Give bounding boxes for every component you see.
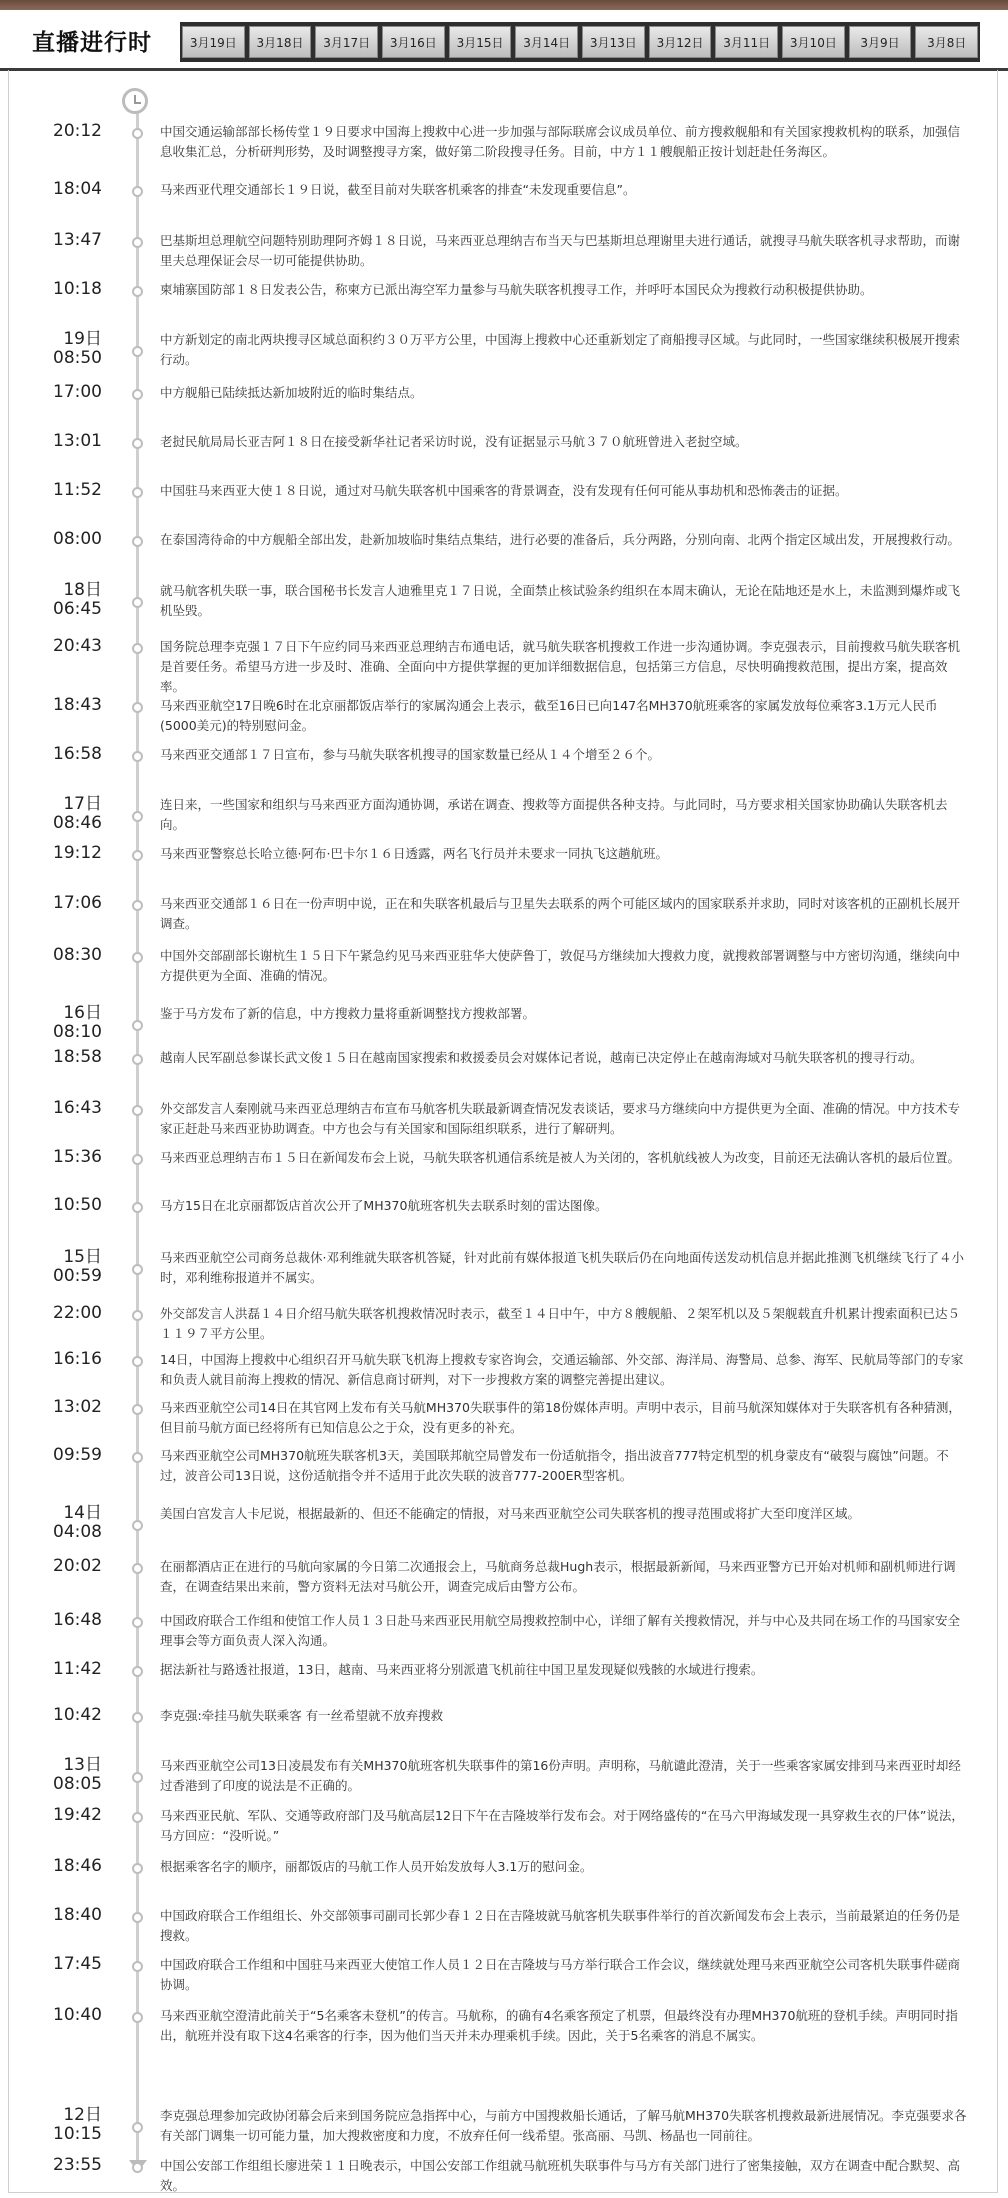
- date-tab-bar: [180, 22, 980, 62]
- entry-time: 09:59: [53, 1445, 102, 1465]
- date-tab[interactable]: 3月19日: [182, 26, 245, 58]
- entry-text: 连日来，一些国家和组织与马来西亚方面沟通协调，承诺在调查、搜救等方面提供各种支持。与此同时，马方要求相关国家协助确认失联客机去向。: [160, 797, 948, 832]
- date-tab[interactable]: 3月14日: [515, 26, 578, 58]
- entry-text: 国务院总理李克强１７日下午应约同马来西亚总理纳吉布通电话，就马航失联客机搜救工作进一步沟通协调。李克强表示，目前搜救马航失联客机是首要任务。希望马方进一步及时、准确、全面向中方提供掌握的更加详细数据信息，包括第三方信息，尽快明确搜救范围，提出方案，提高效率。: [160, 639, 961, 694]
- date-tab[interactable]: 3月17日: [315, 26, 378, 58]
- entry-text: 马来西亚民航、军队、交通等政府部门及马航高层12日下午在吉隆坡举行发布会。对于网络盛传的“在马六甲海域发现一具穿救生衣的尸体”说法，马方回应：“没听说。”: [160, 1808, 964, 1843]
- entry-time: 10:50: [53, 1195, 102, 1215]
- live-header: [0, 10, 1008, 71]
- timeline-dot-icon: [132, 1264, 143, 1275]
- entry-time: 22:00: [53, 1303, 102, 1323]
- date-tab[interactable]: 3月9日: [849, 26, 912, 58]
- timeline-dot-icon: [132, 389, 143, 400]
- entry-time: 20:43: [53, 636, 102, 656]
- timeline-dot-icon: [132, 850, 143, 861]
- timeline-dot-icon: [132, 811, 143, 822]
- entry-text: 马来西亚警察总长哈立德·阿布·巴卡尔１６日透露，两名飞行员并未要求一同执飞这趟航班。: [160, 846, 668, 861]
- timeline-axis: [136, 100, 139, 2172]
- entry-time: 11:42: [53, 1659, 102, 1679]
- timeline-dot-icon: [132, 237, 143, 248]
- entry-text: 马来西亚航空澄清此前关于“5名乘客未登机”的传言。马航称，的确有4名乘客预定了机票，但最终没有办理MH370航班的登机手续。声明同时指出，航班并没有取下这4名乘客的行李，因为他们当天并未办理乘机手续。因此，关于5名乘客的消息不属实。: [160, 2008, 958, 2043]
- entry-text: 就马航客机失联一事，联合国秘书长发言人迪雅里克１７日说，全面禁止核试验条约组织在本周末确认，无论在陆地还是水上，未监测到爆炸或飞机坠毁。: [160, 583, 961, 618]
- entry-time: 17:06: [53, 893, 102, 913]
- entry-time: 08:00: [53, 529, 102, 549]
- timeline-dot-icon: [132, 346, 143, 357]
- timeline-dot-icon: [132, 2162, 143, 2173]
- timeline-dot-icon: [132, 1310, 143, 1321]
- entry-text: 马来西亚航空17日晚6时在北京丽都饭店举行的家属沟通会上表示，截至16日已向147名MH370航班乘客的家属发放每位乘客3.1万元人民币(5000美元)的特别慰问金。: [160, 698, 938, 733]
- timeline-dot-icon: [132, 536, 143, 547]
- entry-text: 中国政府联合工作组和使馆工作人员１３日赴马来西亚民用航空局搜救控制中心，详细了解有关搜救情况，并与中心及共同在场工作的马国家安全理事会等方面负责人深入沟通。: [160, 1613, 961, 1648]
- timeline-dot-icon: [132, 1520, 143, 1531]
- entry-time: 18日 06:45: [53, 580, 102, 619]
- entry-time: 16:43: [53, 1098, 102, 1118]
- timeline-dot-icon: [132, 1712, 143, 1723]
- entry-time: 20:02: [53, 1556, 102, 1576]
- entry-time: 16:48: [53, 1610, 102, 1630]
- page-title: 直播进行时: [32, 30, 152, 56]
- entry-time: 10:40: [53, 2005, 102, 2025]
- timeline-dot-icon: [132, 1404, 143, 1415]
- entry-text: 中国公安部工作组组长廖进荣１１日晚表示，中国公安部工作组就马航班机失联事件与马方有关部门进行了密集接触，双方在调查中配合默契、高效。: [160, 2158, 961, 2193]
- entry-text: 中国驻马来西亚大使１８日说，通过对马航失联客机中国乘客的背景调查，没有发现有任何可能从事劫机和恐怖袭击的证据。: [160, 483, 848, 498]
- entry-time: 13:01: [53, 431, 102, 451]
- timeline-dot-icon: [132, 900, 143, 911]
- entry-time: 15日 00:59: [53, 1247, 102, 1286]
- timeline-dot-icon: [132, 1912, 143, 1923]
- entry-time: 19日 08:50: [53, 329, 102, 368]
- timeline-dot-icon: [132, 952, 143, 963]
- timeline-dot-icon: [132, 643, 143, 654]
- entry-text: 马来西亚航空公司MH370航班失联客机3天，美国联邦航空局曾发布一份适航指令，指出波音777特定机型的机身蒙皮有“破裂与腐蚀”问题。不过，波音公司13日说，这份适航指令并不适用于此次失联的波音777-200ER型客机。: [160, 1448, 949, 1483]
- timeline-dot-icon: [132, 1020, 143, 1031]
- entry-text: 李克强:牵挂马航失联乘客 有一丝希望就不放弃搜救: [160, 1708, 444, 1723]
- timeline-dot-icon: [132, 1812, 143, 1823]
- entry-time: 10:42: [53, 1705, 102, 1725]
- entry-text: 外交部发言人秦刚就马来西亚总理纳吉布宣布马航客机失联最新调查情况发表谈话，要求马方继续向中方提供更为全面、准确的情况。中方技术专家正赶赴马来西亚协助调查。中方也会与有关国家和国际组织联系，进行了解研判。: [160, 1101, 961, 1136]
- timeline-dot-icon: [132, 128, 143, 139]
- date-tab[interactable]: 3月10日: [782, 26, 845, 58]
- entry-text: 中国外交部副部长谢杭生１５日下午紧急约见马来西亚驻华大使萨鲁丁，敦促马方继续加大搜救力度，就搜救部署调整与中方密切沟通，继续向中方提供更为全面、准确的情况。: [160, 948, 961, 983]
- entry-text: 中国政府联合工作组组长、外交部领事司副司长郭少春１２日在吉隆坡就马航客机失联事件举行的首次新闻发布会上表示，当前最紧迫的任务仍是搜救。: [160, 1908, 961, 1943]
- timeline-dot-icon: [132, 438, 143, 449]
- entry-time: 17:00: [53, 382, 102, 402]
- entry-text: 在丽都酒店正在进行的马航向家属的今日第二次通报会上，马航商务总裁Hugh表示，根据最新新闻，马来西亚警方已开始对机师和副机师进行调查，在调查结果出来前，警方资料无法对马航公开，调查完成后由警方公布。: [160, 1559, 956, 1594]
- date-tab[interactable]: 3月16日: [382, 26, 445, 58]
- timeline-dot-icon: [132, 1961, 143, 1972]
- date-tab[interactable]: 3月18日: [249, 26, 312, 58]
- timeline-dot-icon: [132, 2122, 143, 2133]
- entry-time: 18:43: [53, 695, 102, 715]
- entry-text: 马来西亚航空公司商务总裁休·邓利维就失联客机答疑，针对此前有媒体报道飞机失联后仍在向地面传送发动机信息并据此推测飞机继续飞行了４小时，邓利维称报道并不属实。: [160, 1250, 964, 1285]
- entry-text: 中方舰船已陆续抵达新加坡附近的临时集结点。: [160, 385, 423, 400]
- timeline-dot-icon: [132, 751, 143, 762]
- entry-time: 10:18: [53, 279, 102, 299]
- date-tab[interactable]: 3月12日: [649, 26, 712, 58]
- entry-time: 15:36: [53, 1147, 102, 1167]
- top-banner-strip: [0, 0, 1008, 10]
- timeline-dot-icon: [132, 1054, 143, 1065]
- entry-time: 16:58: [53, 744, 102, 764]
- entry-text: 马方15日在北京丽都饭店首次公开了MH370航班客机失去联系时刻的雷达图像。: [160, 1198, 608, 1213]
- entry-time: 13:02: [53, 1397, 102, 1417]
- timeline-dot-icon: [132, 487, 143, 498]
- timeline-dot-icon: [132, 286, 143, 297]
- date-tab[interactable]: 3月15日: [449, 26, 512, 58]
- entry-text: 巴基斯坦总理航空问题特别助理阿齐姆１８日说，马来西亚总理纳吉布当天与巴基斯坦总理谢里夫进行通话，就搜寻马航失联客机寻求帮助，而谢里夫总理保证会尽一切可能提供协助。: [160, 233, 961, 268]
- entry-text: 马来西亚交通部１７日宣布，参与马航失联客机搜寻的国家数量已经从１４个增至２６个。: [160, 747, 661, 762]
- entry-text: 在泰国湾待命的中方舰船全部出发，赴新加坡临时集结点集结，进行必要的准备后，兵分两路，分别向南、北两个指定区域出发，开展搜救行动。: [160, 532, 961, 547]
- date-tab[interactable]: 3月13日: [582, 26, 645, 58]
- entry-text: 马来西亚航空公司13日凌晨发布有关MH370航班客机失联事件的第16份声明。声明称，马航谴此澄清，关于一些乘客家属安排到马来西亚时却经过香港到了印度的说法是不正确的。: [160, 1758, 961, 1793]
- timeline-dot-icon: [132, 1452, 143, 1463]
- entry-time: 19:42: [53, 1805, 102, 1825]
- entry-text: 中国交通运输部部长杨传堂１９日要求中国海上搜救中心进一步加强与部际联席会议成员单位、前方搜救舰船和有关国家搜救机构的联系，加强信息收集汇总，分析研判形势，及时调整搜寻方案，做好第二阶段搜寻任务。目前，中方１１艘舰船正按计划赶赴任务海区。: [160, 124, 961, 159]
- entry-text: 外交部发言人洪磊１４日介绍马航失联客机搜救情况时表示，截至１４日中午，中方８艘舰船、２架军机以及５架舰载直升机累计搜索面积已达５１１９７平方公里。: [160, 1306, 961, 1341]
- entry-time: 13日 08:05: [53, 1755, 102, 1794]
- entry-time: 08:30: [53, 945, 102, 965]
- entry-text: 马来西亚交通部１６日在一份声明中说，正在和失联客机最后与卫星失去联系的两个可能区域内的国家联系并求助，同时对该客机的正副机长展开调查。: [160, 896, 961, 931]
- entry-text: 美国白宫发言人卡尼说，根据最新的、但还不能确定的情报，对马来西亚航空公司失联客机的搜寻范围或将扩大至印度洋区域。: [160, 1506, 861, 1521]
- timeline-dot-icon: [132, 1154, 143, 1165]
- timeline-dot-icon: [132, 186, 143, 197]
- entry-text: 鉴于马方发布了新的信息，中方搜救力量将重新调整找方搜救部署。: [160, 1006, 536, 1021]
- timeline-dot-icon: [132, 1105, 143, 1116]
- timeline-dot-icon: [132, 1356, 143, 1367]
- entry-time: 17日 08:46: [53, 794, 102, 833]
- entry-text: 柬埔寨国防部１８日发表公告，称柬方已派出海空军力量参与马航失联客机搜寻工作，并呼吁本国民众为搜救行动积极提供协助。: [160, 282, 873, 297]
- entry-time: 18:46: [53, 1856, 102, 1876]
- entry-time: 19:12: [53, 843, 102, 863]
- entry-text: 马来西亚总理纳吉布１５日在新闻发布会上说，马航失联客机通信系统是被人为关闭的，客机航线被人为改变，目前还无法确认客机的最后位置。: [160, 1150, 961, 1165]
- entry-time: 18:40: [53, 1905, 102, 1925]
- entry-time: 14日 04:08: [53, 1503, 102, 1542]
- entry-text: 马来西亚航空公司14日在其官网上发布有关马航MH370失联事件的第18份媒体声明。声明中表示，目前马航深知媒体对于失联客机有各种猜测，但目前马航方面已经将所有已知信息公之于众，没有更多的补充。: [160, 1400, 961, 1435]
- timeline-dot-icon: [132, 1202, 143, 1213]
- entry-time: 16:16: [53, 1349, 102, 1369]
- entry-time: 11:52: [53, 480, 102, 500]
- entry-text: 中方新划定的南北两块搜寻区域总面积约３０万平方公里，中国海上搜救中心还重新划定了商船搜寻区域。与此同时，一些国家继续积极展开搜索行动。: [160, 332, 961, 367]
- entry-text: 据法新社与路透社报道，13日，越南、马来西亚将分别派遣飞机前往中国卫星发现疑似残骸的水域进行搜索。: [160, 1662, 764, 1677]
- entry-time: 23:55: [53, 2155, 102, 2175]
- timeline-dot-icon: [132, 597, 143, 608]
- timeline-dot-icon: [132, 1617, 143, 1628]
- entry-text: 马来西亚代理交通部长１９日说，截至目前对失联客机乘客的排查“未发现重要信息”。: [160, 182, 636, 197]
- entry-text: 越南人民军副总参谋长武文俊１５日在越南国家搜索和救援委员会对媒体记者说，越南已决定停止在越南海域对马航失联客机的搜寻行动。: [160, 1050, 923, 1065]
- entry-time: 17:45: [53, 1954, 102, 1974]
- entry-text: 中国政府联合工作组和中国驻马来西亚大使馆工作人员１２日在吉隆坡与马方举行联合工作会议，继续就处理马来西亚航空公司客机失联事件磋商协调。: [160, 1957, 961, 1992]
- timeline-dot-icon: [132, 1863, 143, 1874]
- entry-text: 根据乘客名字的顺序，丽都饭店的马航工作人员开始发放每人3.1万的慰问金。: [160, 1859, 593, 1874]
- date-tab[interactable]: 3月8日: [915, 26, 978, 58]
- entry-time: 12日 10:15: [53, 2105, 102, 2144]
- entry-text: 老挝民航局局长亚吉阿１８日在接受新华社记者采访时说，没有证据显示马航３７０航班曾进入老挝空域。: [160, 434, 748, 449]
- entry-text: 李克强总理参加完政协闭幕会后来到国务院应急指挥中心，与前方中国搜救船长通话，了解马航MH370失联客机搜救最新进展情况。李克强要求各有关部门调集一切可能力量，加大搜救密度和力度，不放弃任何一线希望。张高丽、马凯、杨晶也一同前往。: [160, 2108, 967, 2143]
- entry-time: 16日 08:10: [53, 1003, 102, 1042]
- entry-time: 18:58: [53, 1047, 102, 1067]
- timeline-dot-icon: [132, 702, 143, 713]
- entry-text: 14日，中国海上搜救中心组织召开马航失联飞机海上搜救专家咨询会，交通运输部、外交部、海洋局、海警局、总参、海军、民航局等部门的专家和负责人就目前海上搜救的情况、新信息商讨研判，对下一步搜救方案的调整完善提出建议。: [160, 1352, 964, 1387]
- entry-time: 20:12: [53, 121, 102, 141]
- entry-time: 18:04: [53, 179, 102, 199]
- timeline-dot-icon: [132, 1772, 143, 1783]
- entry-time: 13:47: [53, 230, 102, 250]
- date-tab[interactable]: 3月11日: [715, 26, 778, 58]
- timeline-dot-icon: [132, 1563, 143, 1574]
- clock-icon: [122, 88, 148, 114]
- timeline-dot-icon: [132, 2012, 143, 2023]
- timeline-dot-icon: [132, 1666, 143, 1677]
